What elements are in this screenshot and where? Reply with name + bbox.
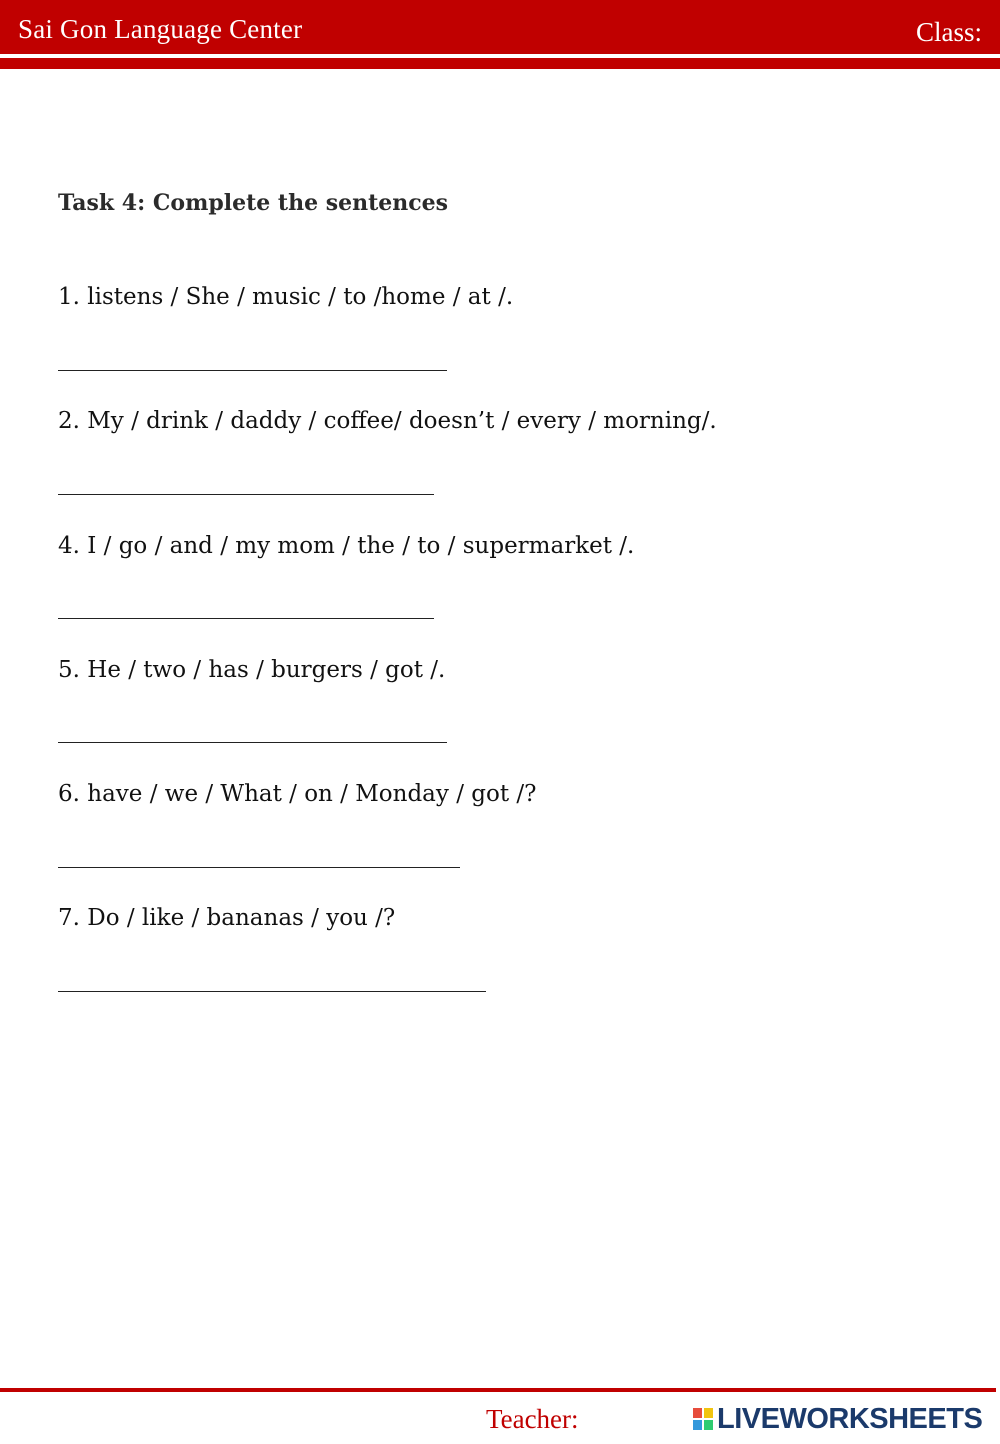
class-label: Class: xyxy=(915,17,982,47)
teacher-label: Teacher: xyxy=(486,1404,579,1434)
brand-name: LIVEWORKSHEETS xyxy=(717,1402,983,1435)
exercise-prompt: 1. listens / She / music / to /home / at /. xyxy=(58,284,514,310)
exercise-item-1 xyxy=(58,282,958,312)
answer-line[interactable] xyxy=(58,370,447,371)
exercise-prompt: 2. My / drink / daddy / coffee/ doesn’t / every / morning/. xyxy=(58,408,717,434)
exercise-prompt: 7. Do / like / bananas / you /? xyxy=(58,905,396,931)
exercise-prompt: 5. He / two / has / burgers / got /. xyxy=(58,657,446,683)
answer-line[interactable] xyxy=(58,742,447,743)
answer-line[interactable] xyxy=(58,494,434,495)
exercise-item-5 xyxy=(58,655,958,685)
exercise-item-2 xyxy=(58,406,958,436)
liveworksheets-logo-icon xyxy=(692,1407,714,1431)
header-bar xyxy=(0,0,1000,54)
task-heading: Task 4: Complete the sentences xyxy=(58,190,449,216)
school-name: Sai Gon Language Center xyxy=(18,14,303,44)
brand-logo[interactable] xyxy=(692,1402,982,1436)
answer-line[interactable] xyxy=(58,618,434,619)
exercise-prompt: 6. have / we / What / on / Monday / got /? xyxy=(58,781,537,807)
exercise-item-6 xyxy=(58,779,958,809)
header-rule xyxy=(0,58,1000,69)
exercise-prompt: 4. I / go / and / my mom / the / to / supermarket /. xyxy=(58,533,635,559)
footer-rule xyxy=(0,1388,996,1392)
answer-line[interactable] xyxy=(58,867,460,868)
exercise-item-7 xyxy=(58,903,958,933)
answer-line[interactable] xyxy=(58,991,486,992)
exercise-item-4 xyxy=(58,531,958,561)
